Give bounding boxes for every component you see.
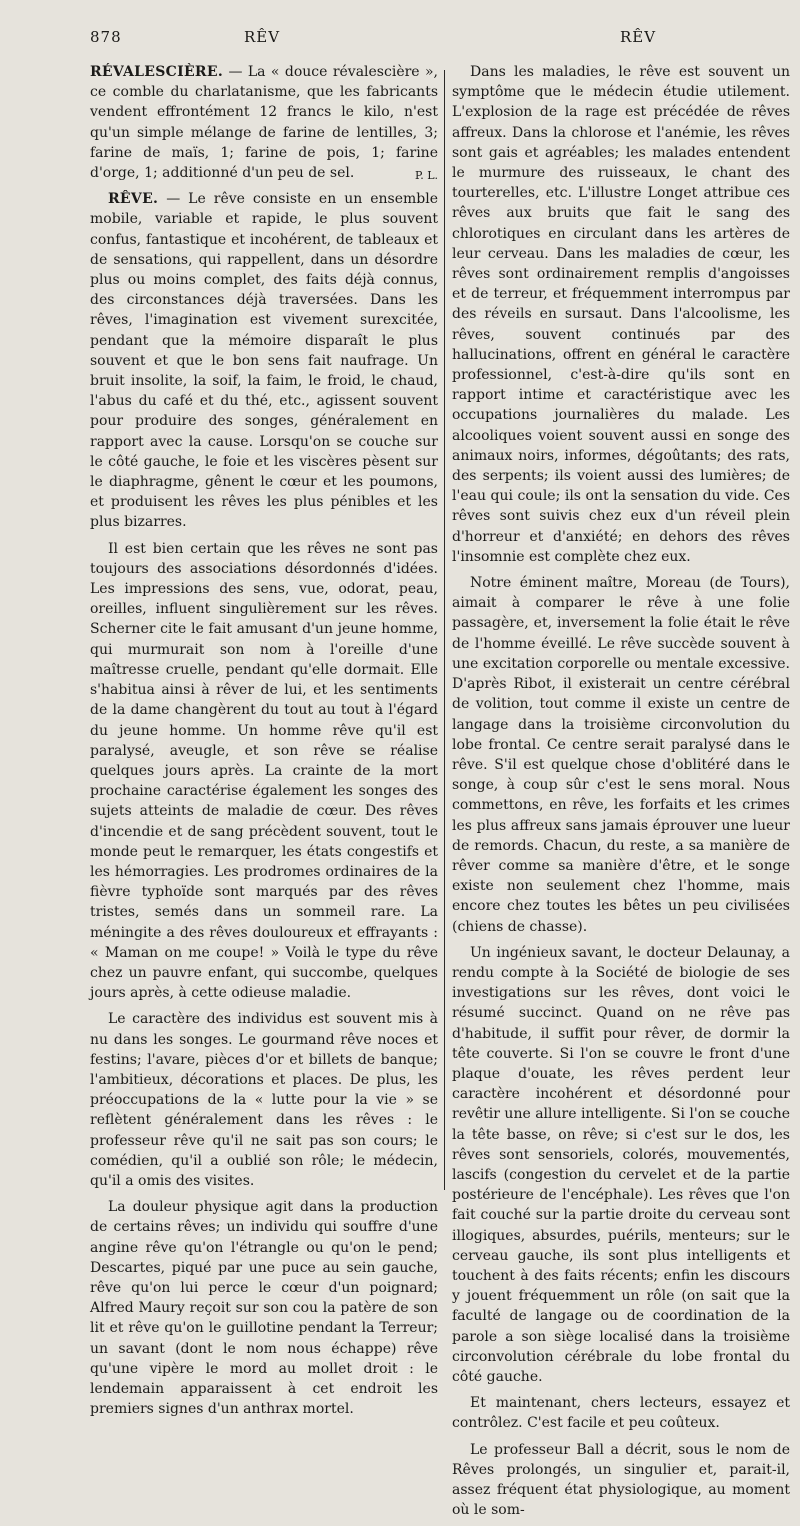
entry-reve	[90, 189, 438, 532]
entry-revalesciere-text: — La « douce révalescière », ce comble du charlatanisme, que les fabricants vendent effrontément 12 francs le kilo, n'est qu'un simple mélange de farine de lentilles, 3; farine de maïs, 1; farine de pois, 1; farine d'orge, 1; additionné d'un peu de sel.	[90, 64, 438, 182]
column-divider	[444, 70, 445, 1190]
paragraph: La douleur physique agit dans la production de certains rêves; un individu qui souffre d'une angine rêve qu'on l'étrangle ou qu'on le pend; Descartes, piqué par une puce au sein gauche, rêve qu'on lui perce le cœur d'un poignard; Alfred Maury reçoit sur son cou la patère de son lit et rêve qu'on le guillotine pendant la Terreur; un savant (dont le nom nous échappe) rêve qu'une vipère le mord au mollet droit : le lendemain apparaissent à cet endroit les premiers signes d'un anthrax mortel.	[90, 1199, 438, 1418]
paragraph: Dans les maladies, le rêve est souvent un symptôme que le médecin étudie utilement. L'explosion de la rage est précédée de rêves affreux. Dans la chlorose et l'anémie, les rêves sont gais et agréables; les malades entendent le murmure des ruisseaux, le chant des tourterelles, etc. L'illustre Longet attribue ces rêves aux bruits que fait le sang des chlorotiques en circulant dans les artères de leur cerveau. Dans les maladies de cœur, les rêves sont ordinairement remplis d'angoisses et de terreur, et fréquemment interrompus par des réveils en sursaut. Dans l'alcoolisme, les rêves, souvent continués par des hallucinations, offrent en général le caractère professionnel, c'est-à-dire qu'ils sont en rapport intime et caractéristique avec les occupations journalières du malade. Les alcooliques voient souvent aussi en songe des animaux noirs, informes, dégoûtants; des rats, des serpents; ils voient aussi des lumières; de l'eau qui coule; ils ont la sensation du vide. Ces rêves sont suivis chez eux d'un réveil plein d'horreur et d'anxiété; en dehors des rêves l'insomnie est complète chez eux.	[452, 64, 790, 565]
paragraph: Un ingénieux savant, le docteur Delaunay, a rendu compte à la Société de biologie de ses investigations sur les rêves, dont voici le résumé succinct. Quand on ne rêve pas d'habitude, il suffit pour rêver, de dormir la tête couverte. Si l'on se couvre le front d'une plaque d'ouate, les rêves perdent leur caractère incohérent et désordonné pour revêtir une allure intelligente. Si l'on se couche la tête basse, on rêve; si c'est sur le dos, les rêves sont sensoriels, colorés, mouvementés, lascifs (congestion du cervelet et de la partie postérieure de l'encéphale). Les rêves que l'on fait couché sur la partie droite du cerveau sont illogiques, absurdes, puérils, menteurs; sur le cerveau gauche, ils sont plus intelligents et touchent à des faits récents; enfin les discours y jouent fréquemment un rôle (on sait que la faculté de langage ou de coordination de la parole a son siège localisé dans la troisième circonvolution cérébrale du lobe frontal du côté gauche.	[452, 944, 790, 1385]
paragraph: Notre éminent maître, Moreau (de Tours), aimait à comparer le rêve à une folie passagère, et, inversement la folie était le rêve de l'homme éveillé. Le rêve succède souvent à une excitation corporelle ou mentale excessive. D'après Ribot, il existerait un centre cérébral de volition, tout comme il existe un centre de langage dans la troisième circonvolution du lobe frontal. Ce centre serait paralysé dans le rêve. S'il est quelque chose d'oblitéré dans le songe, à coup sûr c'est le sens moral. Nous commettons, en rêve, les forfaits et les crimes les plus affreux sans jamais éprouver une lueur de remords. Chacun, du reste, a sa manière de rêver comme sa manière d'être, et le songe existe non seulement chez l'homme, mais encore chez toutes les bêtes un peu civilisées (chiens de chasse).	[452, 575, 790, 935]
author-signature: P. L.	[415, 169, 438, 183]
entry-reve-text: — Le rêve consiste en un ensemble mobile, variable et rapide, le plus souvent confus, fantastique et incohérent, de tableaux et de sensations, qui rappellent, dans un désordre plus ou moins complet, des faits déjà connus, des circonstances déjà traversées. Dans les rêves, l'imagination est vivement surexcitée, pendant que la mémoire disparaît le plus souvent et que le bon sens fait naufrage. Un bruit insolite, la soif, la faim, le froid, le chaud, l'abus du café et du thé, etc., agissent souvent pour produire des songes, généralement en rapport avec la cause. Lorsqu'on se couche sur le côté gauche, le foie et les viscères pèsent sur le diaphragme, gênent le cœur et les poumons, et produisent les rêves les plus pénibles et les plus bizarres.	[90, 191, 438, 531]
page-number: 878	[90, 28, 122, 46]
left-running-head: RÊV	[244, 28, 281, 46]
left-column	[90, 62, 438, 1425]
paragraph: Et maintenant, chers lecteurs, essayez et contrôlez. C'est facile et peu coûteux.	[452, 1395, 790, 1432]
right-running-head: RÊV	[620, 28, 657, 46]
paragraph: Il est bien certain que les rêves ne sont pas toujours des associations désordonnés d'idées. Les impressions des sens, vue, odorat, peau, oreilles, influent singulièrement sur les rêves. Scherner cite le fait amusant d'un jeune homme, qui murmurait son nom à l'oreille d'une maîtresse cruelle, pendant qu'elle dormait. Elle s'habitua ainsi à rêver de lui, et les sentiments de la dame changèrent du tout au tout à l'égard du jeune homme. Un homme rêve qu'il est paralysé, aveugle, et son rêve se réalise quelques jours après. La crainte de la mort prochaine caractérise également les songes des sujets atteints de maladie de cœur. Des rêves d'incendie et de sang précèdent souvent, tout le monde peut le remarquer, les états congestifs et les hémorragies. Les prodromes ordinaires de la fièvre typhoïde sont marqués par des rêves tristes, semés dans un sommeil rare. La méningite a des rêves douloureux et effrayants : « Maman on me coupe! » Voilà le type du rêve chez un pauvre enfant, qui succombe, quelques jours après, à cette odieuse maladie.	[90, 540, 438, 1002]
running-header	[90, 28, 790, 52]
headword-revalesciere: RÉVALESCIÈRE.	[90, 64, 224, 80]
entry-revalesciere	[90, 62, 438, 183]
paragraph: Le professeur Ball a décrit, sous le nom de Rêves prolongés, un singulier et, parait-il, assez fréquent état physiologique, au moment où le som-	[452, 1441, 790, 1519]
right-column	[452, 62, 790, 1526]
headword-reve: RÊVE.	[108, 191, 159, 208]
paragraph: Le caractère des individus est souvent mis à nu dans les songes. Le gourmand rêve noces et festins; l'avare, pièces d'or et billets de banque; l'ambitieux, décorations et places. De plus, les préoccupations de la « lutte pour la vie » se reflètent généralement dans les rêves : le professeur rêve qu'il ne sait pas son cours; le comédien, qu'il a oublié son rôle; le médecin, qu'il a omis des visites.	[90, 1011, 438, 1189]
